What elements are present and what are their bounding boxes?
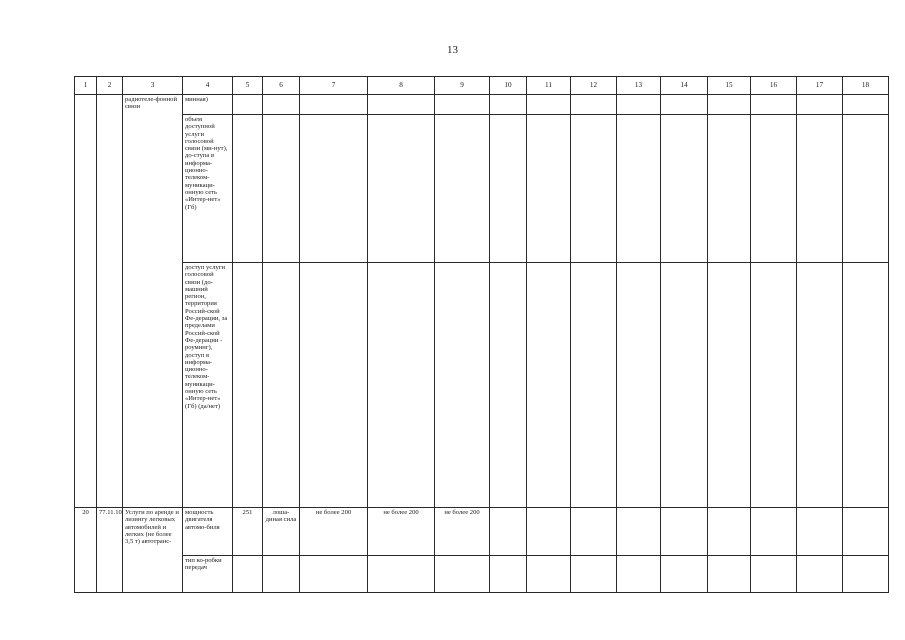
item-characteristic-1: мощность двигателя автомо-биля [183, 508, 233, 556]
col-header-6: 6 [263, 77, 300, 95]
requirements-table [74, 76, 889, 593]
item-characteristic-2: тип ко-робки передач [183, 556, 233, 593]
col-header-15: 15 [708, 77, 751, 95]
col-header-13: 13 [617, 77, 661, 95]
col-header-10: 10 [490, 77, 527, 95]
cont-characteristic-2: объем доступной услуги голосовой связи (ми-нут), до-ступа в информа-ционно-телеком-муникаци-онную сеть «Интер-нет» (Гб) [183, 115, 233, 263]
col-header-8: 8 [368, 77, 435, 95]
column-number-row [75, 77, 889, 95]
okei-code: 251 [233, 508, 263, 556]
cont-characteristic-1: минная) [183, 95, 233, 115]
cont-characteristic-3: доступ услуги голосовой связи (до-машний регион, территория Россий-ской Фе-дерации, за пределами Россий-ской Фе-дерации - роуминг), доступ в информа-ционно-телеком-муникаци-онную сеть «Интер-нет» (Гб) (да/нет) [183, 263, 233, 508]
table-row [75, 263, 889, 508]
value-col-7: не более 200 [300, 508, 368, 556]
col-header-11: 11 [527, 77, 571, 95]
col-header-5: 5 [233, 77, 263, 95]
col-header-16: 16 [751, 77, 797, 95]
item-number: 20 [75, 508, 97, 593]
col-header-9: 9 [435, 77, 490, 95]
col-header-14: 14 [661, 77, 708, 95]
col-header-1: 1 [75, 77, 97, 95]
col-header-3: 3 [123, 77, 183, 95]
item-code: 77.11.10 [97, 508, 123, 593]
item-name: Услуги по аренде и лизингу легковых автомобилей и легких (не более 3,5 т) автотранс- [123, 508, 183, 593]
table-row [75, 556, 889, 593]
table-row [75, 95, 889, 115]
value-col-9: не более 200 [435, 508, 490, 556]
col-header-12: 12 [571, 77, 617, 95]
table-row [75, 115, 889, 263]
col-header-18: 18 [843, 77, 889, 95]
value-col-8: не более 200 [368, 508, 435, 556]
col-header-17: 17 [797, 77, 843, 95]
col-header-4: 4 [183, 77, 233, 95]
col-header-2: 2 [97, 77, 123, 95]
cont-item-name: радиотеле-фонной связи [123, 95, 183, 508]
page-number: 13 [447, 44, 458, 56]
col-header-7: 7 [300, 77, 368, 95]
unit-name: лоша-диная сила [263, 508, 300, 556]
table-row [75, 508, 889, 556]
